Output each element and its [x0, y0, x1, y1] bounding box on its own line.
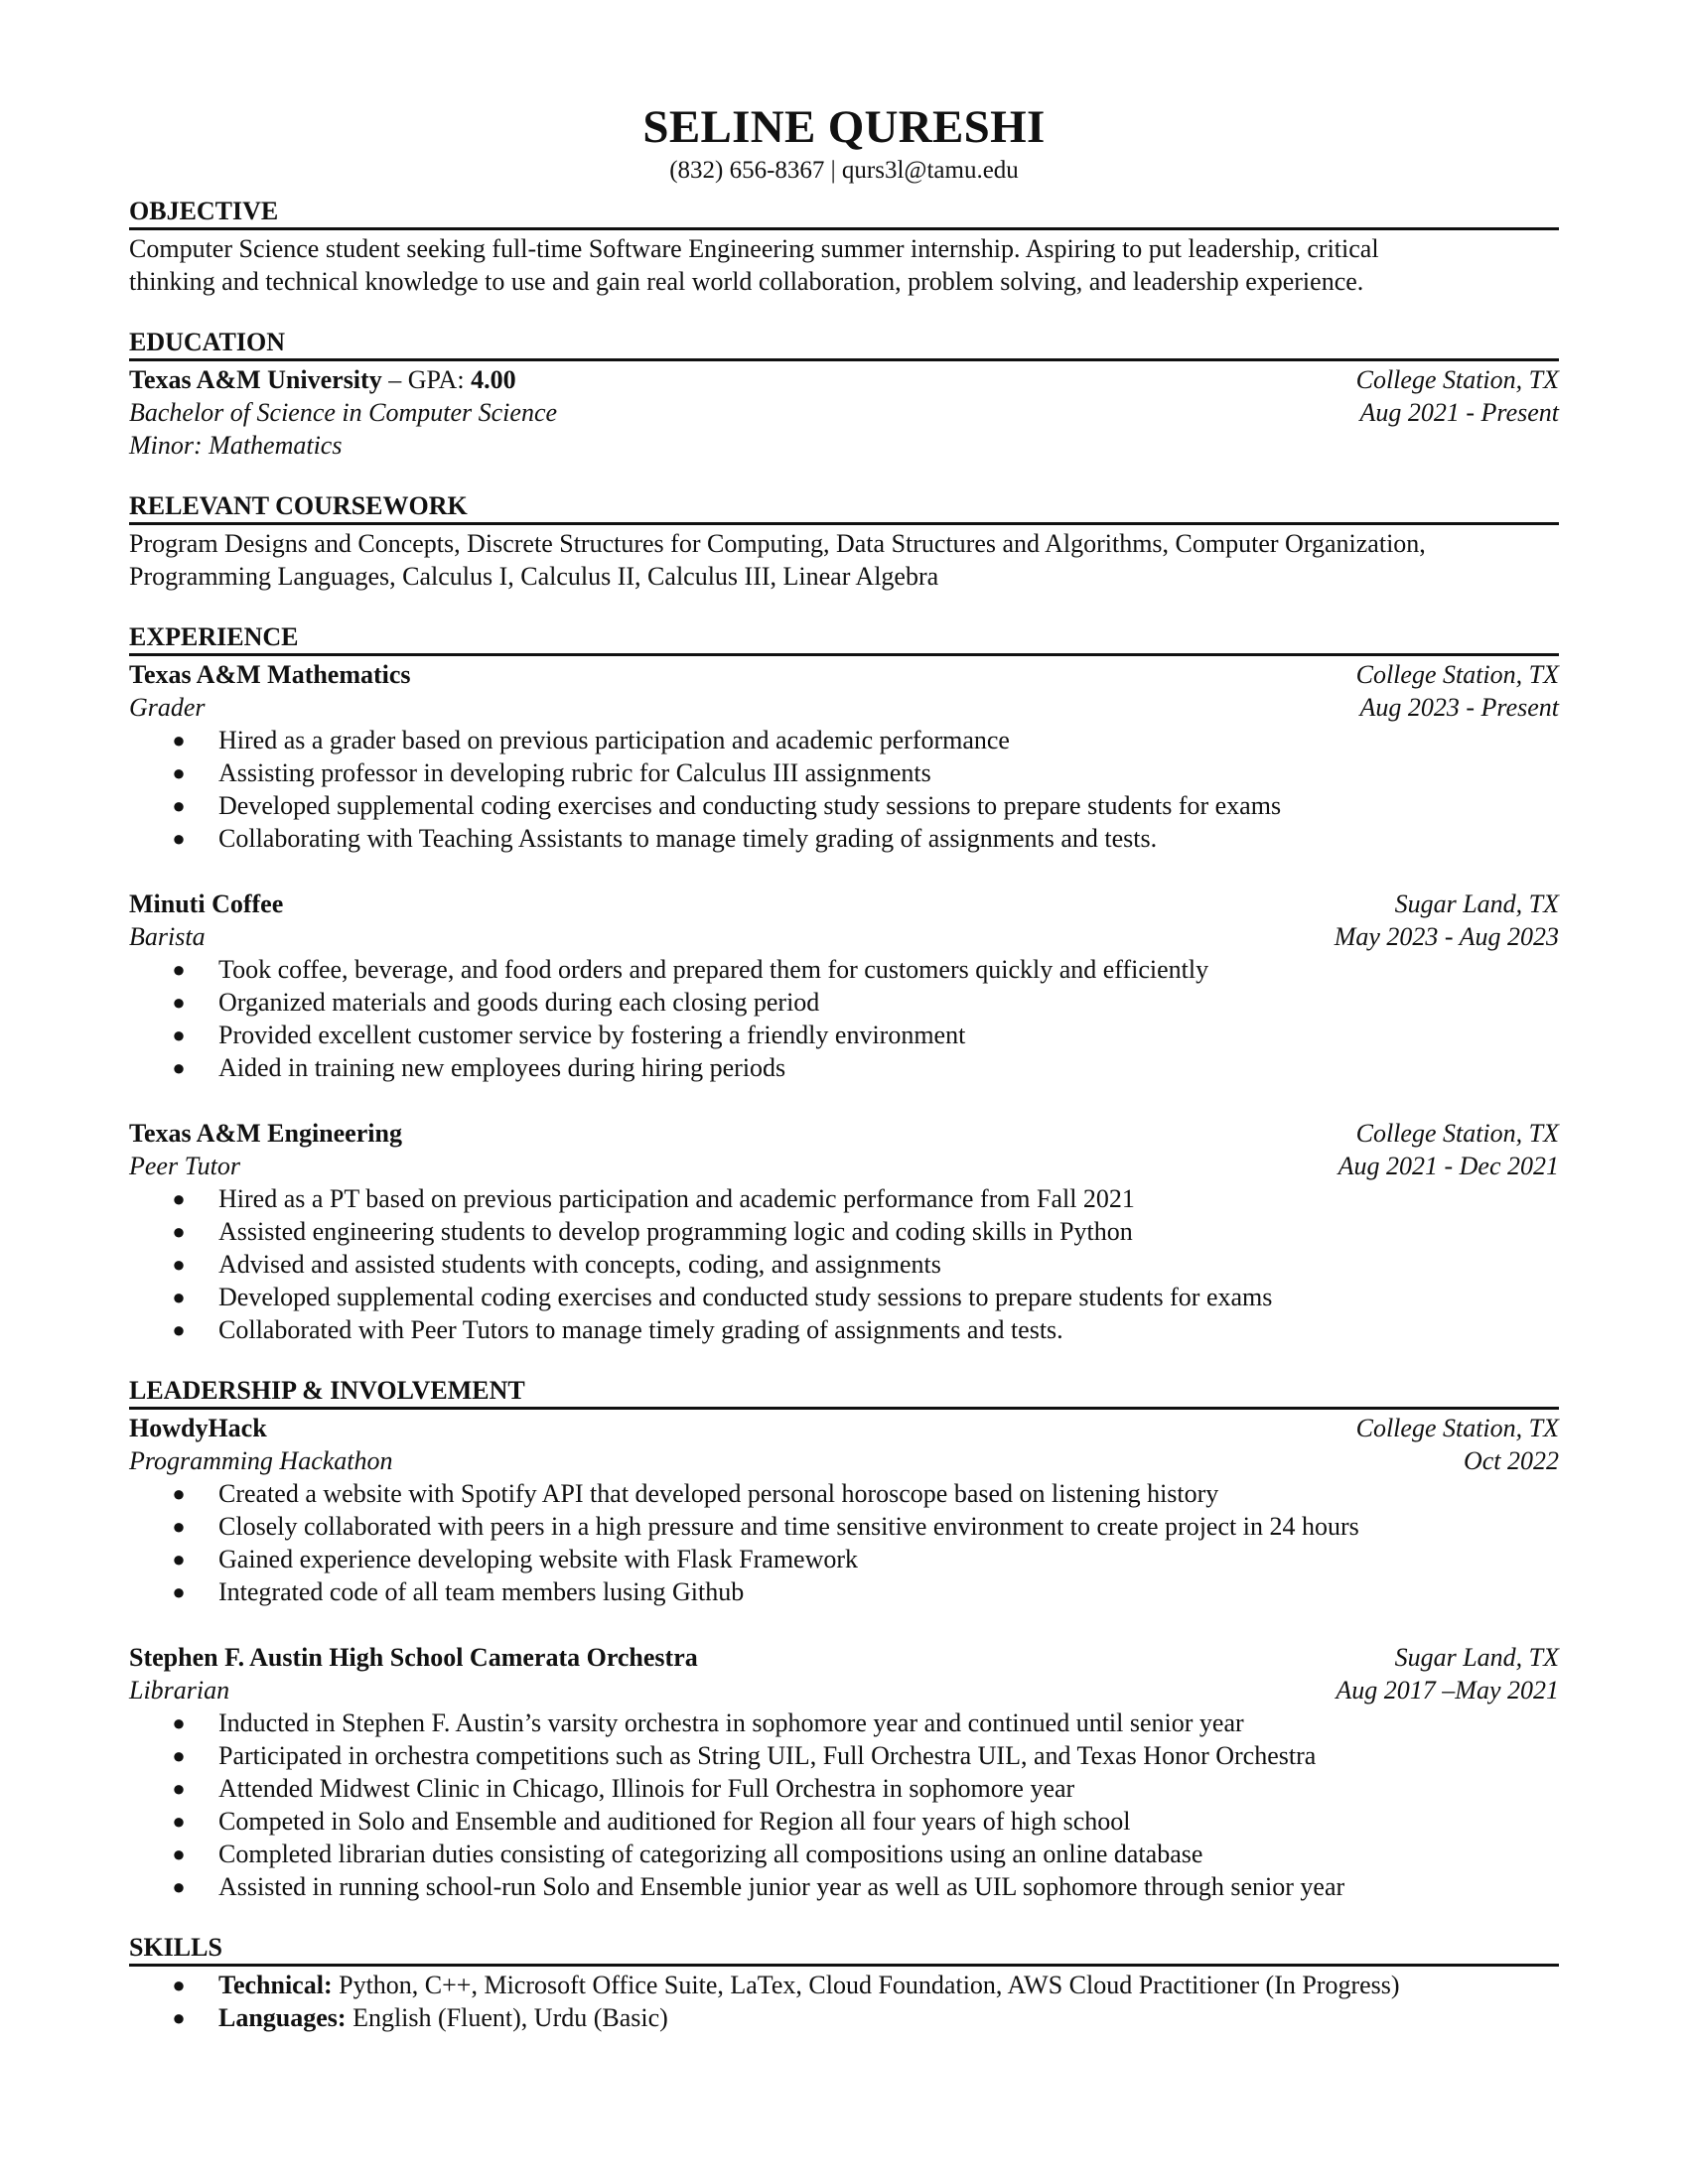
objective-line-2: thinking and technical knowledge to use and gain real world collaboration, problem solving, and leadership experience. [129, 267, 1364, 296]
experience-entry [129, 658, 1559, 855]
experience-section [129, 622, 1559, 1346]
bullet-item [169, 1772, 1559, 1805]
bullet-item [169, 1313, 1559, 1346]
experience-entry [129, 887, 1559, 1084]
degree: Bachelor of Science in Computer Science [129, 398, 558, 427]
bullet-text: Competed in Solo and Ensemble and auditioned for Region all four years of high school [218, 1807, 1131, 1836]
bullet-icon: ● [172, 1776, 186, 1801]
objective-section [129, 197, 1559, 298]
entry-location: Sugar Land, TX [1394, 889, 1559, 918]
contact-line: (832) 656-8367 | qurs3l@tamu.edu [669, 157, 1019, 184]
gpa-label: – GPA: [381, 365, 472, 394]
education-section [129, 328, 1559, 462]
school-name: Texas A&M University [129, 365, 382, 394]
bullet-icon: ● [172, 1579, 186, 1604]
skills-technical-text: Python, C++, Microsoft Office Suite, LaTex, Cloud Foundation, AWS Cloud Practitioner (In Progress) [332, 1971, 1400, 1999]
bullet-text: Hired as a PT based on previous participation and academic performance from Fall 2021 [218, 1184, 1135, 1213]
entry-org: Stephen F. Austin High School Camerata Orchestra [129, 1643, 698, 1672]
bullet-icon: ● [172, 1842, 186, 1866]
section-title-coursework: RELEVANT COURSEWORK [129, 491, 1559, 525]
school-location: College Station, TX [1355, 365, 1559, 394]
skills-technical-label: Technical: [218, 1971, 333, 1999]
entry-dates: Aug 2023 - Present [1359, 693, 1559, 722]
bullet-item [169, 1706, 1559, 1739]
bullet-icon: ● [172, 957, 186, 982]
bullet-text: Organized materials and goods during each closing period [218, 988, 820, 1017]
objective-line-1: Computer Science student seeking full-time Software Engineering summer internship. Aspiring to put leadership, critical [129, 234, 1379, 263]
bullet-icon: ● [172, 1023, 186, 1047]
entry-dates: Oct 2022 [1463, 1446, 1559, 1475]
entry-role: Peer Tutor [129, 1152, 240, 1180]
section-title-skills: SKILLS [129, 1933, 1559, 1967]
skills-technical [169, 1969, 1559, 2001]
leadership-entry [129, 1641, 1559, 1903]
bullet-icon: ● [172, 1317, 186, 1342]
bullet-icon: ● [172, 1547, 186, 1571]
skills-list [129, 1969, 1559, 2034]
education-degree-row [129, 396, 1559, 429]
bullet-text: Took coffee, beverage, and food orders and prepared them for customers quickly and efficiently [218, 955, 1209, 984]
bullet-icon: ● [172, 1874, 186, 1899]
bullet-item [169, 1739, 1559, 1772]
resume-name: SELINE QURESHI [642, 101, 1046, 153]
entry-dates: Aug 2021 - Dec 2021 [1337, 1152, 1559, 1180]
bullet-item [169, 789, 1559, 822]
skills-section [129, 1933, 1559, 2034]
bullet-item [169, 1182, 1559, 1215]
bullet-icon: ● [172, 1219, 186, 1244]
entry-role: Librarian [129, 1676, 230, 1705]
leadership-entry [129, 1412, 1559, 1608]
bullet-text: Collaborated with Peer Tutors to manage timely grading of assignments and tests. [218, 1315, 1063, 1344]
bullet-icon: ● [172, 2005, 186, 2030]
experience-entry [129, 1117, 1559, 1346]
bullet-text: Developed supplemental coding exercises and conducted study sessions to prepare students for exams [218, 1283, 1273, 1311]
bullet-item [169, 756, 1559, 789]
bullet-icon: ● [172, 826, 186, 851]
bullet-text: Inducted in Stephen F. Austin’s varsity orchestra in sophomore year and continued until senior year [218, 1708, 1244, 1737]
bullet-icon: ● [172, 1186, 186, 1211]
entry-location: College Station, TX [1355, 660, 1559, 689]
bullet-item [169, 1051, 1559, 1084]
bullet-item [169, 1215, 1559, 1248]
bullet-item [169, 1838, 1559, 1870]
bullet-text: Aided in training new employees during hiring periods [218, 1053, 786, 1082]
bullet-item [169, 986, 1559, 1019]
entry-role: Barista [129, 922, 206, 951]
bullet-icon: ● [172, 990, 186, 1015]
bullet-text: Attended Midwest Clinic in Chicago, Illinois for Full Orchestra in sophomore year [218, 1774, 1075, 1803]
entry-location: College Station, TX [1355, 1119, 1559, 1148]
bullet-item [169, 822, 1559, 855]
entry-role: Programming Hackathon [129, 1446, 393, 1475]
bullet-icon: ● [172, 1514, 186, 1539]
bullet-text: Closely collaborated with peers in a high pressure and time sensitive environment to create project in 24 hours [218, 1512, 1359, 1541]
education-school-line [129, 363, 516, 396]
bullet-text: Assisting professor in developing rubric for Calculus III assignments [218, 758, 931, 787]
bullet-icon: ● [172, 1710, 186, 1735]
bullet-item [169, 953, 1559, 986]
gpa-value: 4.00 [471, 365, 516, 394]
bullet-item [169, 1543, 1559, 1575]
bullet-text: Developed supplemental coding exercises and conducting study sessions to prepare students for exams [218, 791, 1282, 820]
bullet-item [169, 1870, 1559, 1903]
bullet-list [129, 724, 1559, 855]
entry-dates: Aug 2017 –May 2021 [1336, 1676, 1559, 1705]
coursework-line-1: Program Designs and Concepts, Discrete Structures for Computing, Data Structures and Algorithms, Computer Organization, [129, 529, 1426, 558]
education-school-row [129, 363, 1559, 396]
bullet-text: Completed librarian duties consisting of categorizing all compositions using an online database [218, 1840, 1203, 1868]
minor: Minor: Mathematics [129, 431, 343, 460]
education-dates: Aug 2021 - Present [1359, 398, 1559, 427]
skills-languages-label: Languages: [218, 2003, 347, 2032]
entry-org: Texas A&M Mathematics [129, 660, 411, 689]
bullet-icon: ● [172, 1055, 186, 1080]
bullet-icon: ● [172, 1743, 186, 1768]
entry-org: Texas A&M Engineering [129, 1119, 402, 1148]
bullet-text: Collaborating with Teaching Assistants to manage timely grading of assignments and tests. [218, 824, 1158, 853]
bullet-item [169, 724, 1559, 756]
entry-location: College Station, TX [1355, 1414, 1559, 1442]
section-title-experience: EXPERIENCE [129, 622, 1559, 656]
bullet-icon: ● [172, 1285, 186, 1309]
bullet-text: Gained experience developing website with Flask Framework [218, 1545, 859, 1573]
bullet-icon: ● [172, 1252, 186, 1277]
coursework-line-2: Programming Languages, Calculus I, Calculus II, Calculus III, Linear Algebra [129, 562, 939, 591]
bullet-text: Integrated code of all team members lusing Github [218, 1577, 745, 1606]
bullet-text: Participated in orchestra competitions such as String UIL, Full Orchestra UIL, and Texas Honor Orchestra [218, 1741, 1317, 1770]
leadership-section [129, 1376, 1559, 1903]
bullet-text: Assisted in running school-run Solo and Ensemble junior year as well as UIL sophomore through senior year [218, 1872, 1345, 1901]
entry-org: HowdyHack [129, 1414, 267, 1442]
entry-org: Minuti Coffee [129, 889, 284, 918]
bullet-text: Assisted engineering students to develop programming logic and coding skills in Python [218, 1217, 1133, 1246]
skills-languages-text: English (Fluent), Urdu (Basic) [346, 2003, 668, 2032]
bullet-list [129, 1706, 1559, 1903]
bullet-list [129, 1182, 1559, 1346]
section-title-leadership: LEADERSHIP & INVOLVEMENT [129, 1376, 1559, 1410]
bullet-text: Provided excellent customer service by fostering a friendly environment [218, 1021, 966, 1049]
entry-dates: May 2023 - Aug 2023 [1334, 922, 1559, 951]
section-title-education: EDUCATION [129, 328, 1559, 361]
bullet-icon: ● [172, 760, 186, 785]
bullet-icon: ● [172, 1481, 186, 1506]
skills-languages [169, 2001, 1559, 2034]
bullet-item [169, 1805, 1559, 1838]
bullet-text: Created a website with Spotify API that developed personal horoscope based on listening history [218, 1479, 1219, 1508]
bullet-icon: ● [172, 1809, 186, 1834]
bullet-item [169, 1248, 1559, 1281]
bullet-text: Advised and assisted students with concepts, coding, and assignments [218, 1250, 941, 1279]
entry-location: Sugar Land, TX [1394, 1643, 1559, 1672]
section-title-objective: OBJECTIVE [129, 197, 1559, 230]
bullet-item [169, 1019, 1559, 1051]
bullet-item [169, 1510, 1559, 1543]
bullet-item [169, 1575, 1559, 1608]
bullet-icon: ● [172, 793, 186, 818]
bullet-icon: ● [172, 728, 186, 752]
bullet-item [169, 1281, 1559, 1313]
bullet-text: Hired as a grader based on previous participation and academic performance [218, 726, 1010, 754]
entry-role: Grader [129, 693, 206, 722]
bullet-list [129, 953, 1559, 1084]
bullet-item [169, 1477, 1559, 1510]
bullet-list [129, 1477, 1559, 1608]
coursework-section [129, 491, 1559, 593]
bullet-icon: ● [172, 1973, 186, 1997]
